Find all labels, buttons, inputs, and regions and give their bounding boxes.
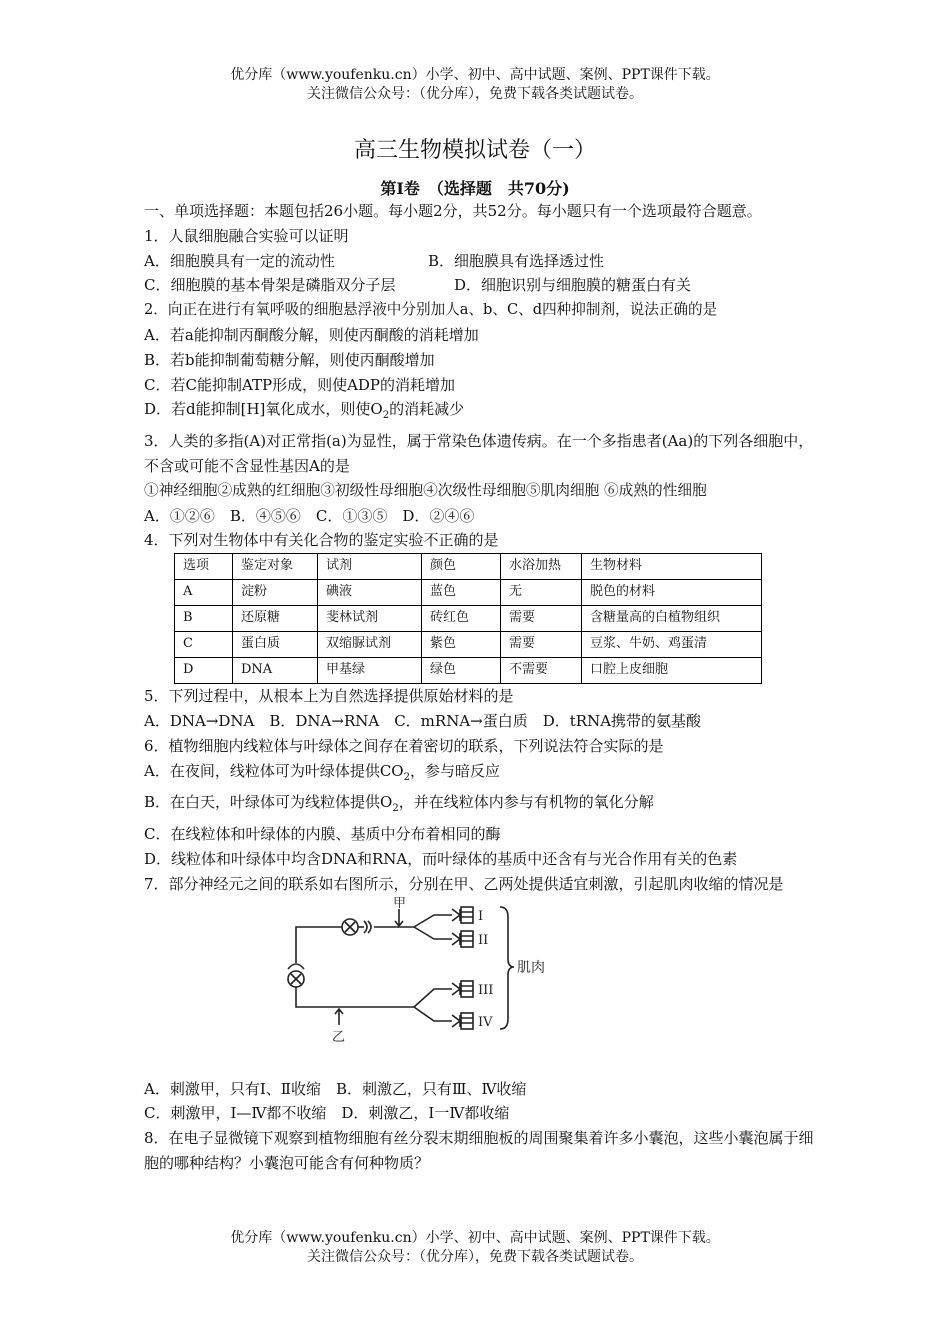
- table-header-cell: 选项: [175, 554, 233, 580]
- q4-stem: 4．下列对生物体中有关化合物的鉴定实验不正确的是: [144, 531, 499, 550]
- table-cell: 含糖量高的白植物组织: [582, 606, 762, 632]
- footer-line1: 优分库（www.youfenku.cn）小学、初中、高中试题、案例、PPT课件下载。: [230, 1230, 720, 1246]
- page-title: 高三生物模拟试卷（一）: [353, 138, 596, 163]
- muscle-ii: [461, 931, 473, 947]
- q1-option-b: B．细胞膜具有选择透过性: [428, 251, 605, 270]
- q4-table: [174, 553, 762, 684]
- table-cell: 需要: [501, 606, 582, 632]
- q1-options-cd: [144, 273, 814, 298]
- q1-options-ab: [144, 249, 814, 274]
- q6-option-a-sub: 2: [403, 771, 410, 783]
- table-cell: 脱色的材料: [582, 580, 762, 606]
- table-cell: 蛋白质: [233, 632, 318, 658]
- q2-stem: 2．向正在进行有氧呼吸的细胞悬浮液中分别加人a、b、C、d四种抑制剂，说法正确的是: [144, 301, 718, 319]
- q6-option-b-sub: 2: [392, 803, 399, 815]
- muscle-iv: [461, 1013, 473, 1029]
- q6-option-b-text: B．在白天，叶绿体可为线粒体提供O: [144, 793, 393, 812]
- table-cell: 蓝色: [422, 580, 501, 606]
- q1-stem: 1．人鼠细胞融合实验可以证明: [144, 226, 349, 245]
- table-cell: 无: [501, 580, 582, 606]
- q2-option-d: [144, 397, 814, 429]
- q3-items: ①神经细胞②成熟的红细胞③初级性母细胞④次级性母细胞⑤肌肉细胞 ⑥成熟的性细胞: [144, 481, 707, 499]
- table-row: [175, 658, 762, 684]
- q2-option-b: B．若b能抑制葡萄糖分解，则使丙酮酸增加: [144, 350, 435, 369]
- label-muscle-i: I: [478, 908, 484, 924]
- table-cell: 甲基绿: [318, 658, 422, 684]
- label-yi: 乙: [332, 1029, 346, 1045]
- q3-stem: 3．人类的多指(A)对正常指(a)为显性，属于常染色体遗传病。在一个多指患者(Aa)的下列各细胞中，不含或可能不含显性基因A的是: [144, 432, 814, 475]
- junction-i: [452, 909, 460, 921]
- q1-option-d: D．细胞识别与细胞膜的糖蛋白有关: [454, 276, 692, 295]
- neuron-diagram: [284, 897, 564, 1072]
- q6-option-c: C．在线粒体和叶绿体的内膜、基质中分布着相同的酶: [144, 825, 501, 844]
- question-content: [144, 199, 814, 1176]
- junction-iii: [452, 983, 460, 995]
- q8-stem: 8．在电子显微镜下观察到植物细胞有丝分裂末期细胞板的周围聚集着许多小囊泡，这些小囊泡属于细胞的哪种结构？小囊泡可能含有何种物质？: [144, 1129, 814, 1172]
- table-cell: C: [175, 632, 233, 658]
- muscle-ii-lines: [461, 936, 473, 941]
- table-cell: 碘液: [318, 580, 422, 606]
- neuron-path-lower: [296, 987, 414, 1007]
- table-row: [175, 632, 762, 658]
- table-header-cell: 水浴加热: [501, 554, 582, 580]
- q1-option-a: A．细胞膜具有一定的流动性: [144, 251, 335, 270]
- instructions: 一、单项选择题：本题包括26小题。每小题2分，共52分。每小题只有一个选项最符合题意。: [144, 202, 762, 220]
- header-line2: 关注微信公众号：（优分库），免费下载各类试题试卷。: [307, 86, 643, 102]
- header-top: [0, 66, 950, 104]
- q6-stem: 6．植物细胞内线粒体与叶绿体之间存在着密切的联系，下列说法符合实际的是: [144, 736, 664, 755]
- table-header-row: [175, 554, 762, 580]
- table-cell: 需要: [501, 632, 582, 658]
- q6-option-a-tail: ，参与暗反应: [409, 761, 500, 780]
- q7-stem: 7．部分神经元之间的联系如右图所示，分别在甲、乙两处提供适宜刺激，引起肌肉收缩的情况是: [144, 874, 784, 893]
- section-title: 第Ⅰ卷 （选择题 共70分): [380, 179, 570, 198]
- table-cell: 砖红色: [422, 606, 501, 632]
- label-muscle-iii: III: [478, 982, 494, 998]
- junction-ii: [452, 933, 460, 945]
- table-cell: DNA: [233, 658, 318, 684]
- label-muscle: 肌肉: [517, 959, 545, 976]
- table-row: [175, 580, 762, 606]
- q2-option-d-sub: 2: [382, 410, 390, 422]
- stimulus-jia-arrow: [395, 909, 403, 926]
- synapse-upper: [364, 921, 367, 933]
- q7-options-ab: A．刺激甲，只有I、Ⅱ收缩 B．刺激乙，只有Ⅲ、Ⅳ收缩: [144, 1079, 527, 1098]
- table-cell: 淀粉: [233, 580, 318, 606]
- q2-option-a: A．若a能抑制丙酮酸分解，则使丙酮酸的消耗增加: [144, 325, 479, 344]
- neuron-path-left: [296, 927, 342, 963]
- branch-lower: [414, 989, 452, 1021]
- table-cell: 不需要: [501, 658, 582, 684]
- muscle-i-lines: [461, 912, 473, 917]
- table-header-cell: 试剂: [318, 554, 422, 580]
- table-cell: 还原糖: [233, 606, 318, 632]
- q6-option-d: D．线粒体和叶绿体中均含DNA和RNA，而叶绿体的基质中还含有与光合作用有关的色素: [144, 849, 738, 868]
- q6-option-a-text: A．在夜间，线粒体可为叶绿体提供CO: [144, 761, 404, 780]
- table-header-cell: 颜色: [422, 554, 501, 580]
- table-cell: 豆浆、牛奶、鸡蛋清: [582, 632, 762, 658]
- stimulus-yi-arrow: [335, 1009, 343, 1025]
- neuron-figure: [144, 897, 814, 1077]
- q2-option-d-text: D．若d能抑制[H]氧化成水，则使O: [144, 400, 383, 419]
- q1-option-c: C．细胞膜的基本骨架是磷脂双分子层: [144, 276, 396, 295]
- table-cell: 双缩脲试剂: [318, 632, 422, 658]
- table-cell: D: [175, 658, 233, 684]
- q6-option-b-tail: ，并在线粒体内参与有机物的氧化分解: [398, 793, 654, 812]
- synapse-upper-2: [368, 921, 371, 933]
- label-jia: 甲: [393, 896, 407, 911]
- label-muscle-iv: IV: [478, 1014, 493, 1030]
- muscle-iv-lines: [461, 1018, 473, 1023]
- muscle-iii: [461, 981, 473, 997]
- q6-option-b: [144, 790, 814, 822]
- label-muscle-ii: II: [478, 932, 489, 948]
- table-cell: 绿色: [422, 658, 501, 684]
- muscle-brace: [500, 907, 514, 1029]
- synapse-lower: [288, 964, 304, 969]
- q6-option-a: [144, 759, 814, 791]
- header-line1: 优分库（www.youfenku.cn）小学、初中、高中试题、案例、PPT课件下载。: [230, 67, 720, 83]
- table-cell: A: [175, 580, 233, 606]
- cell-body-lower-mark: [291, 974, 301, 984]
- q2-option-d-tail: 的消耗减少: [389, 400, 465, 419]
- muscle-iii-lines: [461, 986, 473, 991]
- q2-option-c: C．若C能抑制ATP形成，则使ADP的消耗增加: [144, 375, 456, 394]
- footer-line2: 关注微信公众号：（优分库），免费下载各类试题试卷。: [307, 1249, 643, 1265]
- table-header-cell: 生物材料: [582, 554, 762, 580]
- footer: [0, 1229, 950, 1267]
- cell-body-upper-mark: [345, 922, 355, 932]
- table-cell: B: [175, 606, 233, 632]
- table-cell: 斐林试剂: [318, 606, 422, 632]
- q5-stem: 5．下列过程中，从根本上为自然选择提供原始材料的是: [144, 687, 514, 706]
- branch-upper: [414, 915, 452, 939]
- muscle-i: [461, 907, 473, 923]
- q3-options: A．①②⑥ B．④⑤⑥ C．①③⑤ D．②④⑥: [144, 506, 475, 525]
- table-header-cell: 鉴定对象: [233, 554, 318, 580]
- junction-iv: [452, 1015, 460, 1027]
- q5-options: A．DNA→DNA B．DNA→RNA C．mRNA→蛋白质 D．tRNA携带的氨基酸: [144, 711, 702, 730]
- table-cell: 口腔上皮细胞: [582, 658, 762, 684]
- table-row: [175, 606, 762, 632]
- table-cell: 紫色: [422, 632, 501, 658]
- q7-options-cd: C．刺激甲，I—Ⅳ都不收缩 D．刺激乙，I一Ⅳ都收缩: [144, 1104, 510, 1123]
